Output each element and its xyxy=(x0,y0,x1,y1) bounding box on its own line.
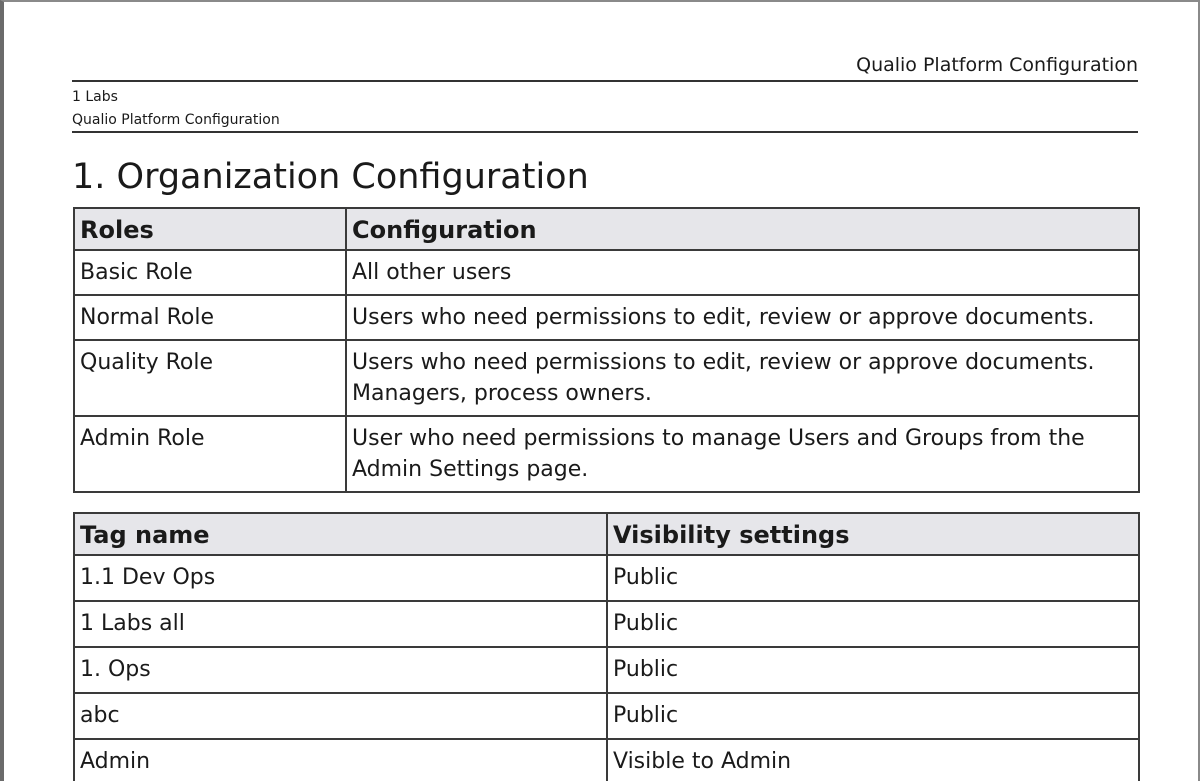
tag-name-cell: 1. Ops xyxy=(74,647,607,693)
roles-table xyxy=(73,207,1140,493)
role-configuration-cell: Users who need permissions to edit, review or approve documents. xyxy=(346,295,1139,340)
role-configuration-cell: User who need permissions to manage Users and Groups from the Admin Settings page. xyxy=(346,416,1139,492)
role-name-cell: Normal Role xyxy=(74,295,346,340)
tag-name-cell: Admin xyxy=(74,739,607,781)
running-header: Qualio Platform Configuration xyxy=(72,52,1138,82)
table-row xyxy=(74,295,1139,340)
visibility-cell: Visible to Admin xyxy=(607,739,1139,781)
visibility-cell: Public xyxy=(607,647,1139,693)
tag-name-cell: abc xyxy=(74,693,607,739)
column-header-tag-name: Tag name xyxy=(74,513,607,555)
role-name-cell: Basic Role xyxy=(74,250,346,295)
table-row xyxy=(74,250,1139,295)
visibility-cell: Public xyxy=(607,601,1139,647)
role-name-cell: Admin Role xyxy=(74,416,346,492)
visibility-cell: Public xyxy=(607,693,1139,739)
column-header-roles: Roles xyxy=(74,208,346,250)
role-name-cell: Quality Role xyxy=(74,340,346,416)
role-configuration-cell: Users who need permissions to edit, review or approve documents. Managers, process owners. xyxy=(346,340,1139,416)
table-header-row xyxy=(74,513,1139,555)
tag-name-cell: 1.1 Dev Ops xyxy=(74,555,607,601)
table-row xyxy=(74,647,1139,693)
document-meta xyxy=(72,86,1138,133)
section-title: 1. Organization Configuration xyxy=(72,157,589,197)
table-row xyxy=(74,555,1139,601)
table-row xyxy=(74,340,1139,416)
table-header-row xyxy=(74,208,1139,250)
table-row xyxy=(74,416,1139,492)
column-header-configuration: Configuration xyxy=(346,208,1139,250)
visibility-cell: Public xyxy=(607,555,1139,601)
column-header-visibility-settings: Visibility settings xyxy=(607,513,1139,555)
table-row xyxy=(74,693,1139,739)
tag-name-cell: 1 Labs all xyxy=(74,601,607,647)
table-row xyxy=(74,601,1139,647)
table-row xyxy=(74,739,1139,781)
company-name: 1 Labs xyxy=(72,89,118,105)
role-configuration-cell: All other users xyxy=(346,250,1139,295)
tags-table xyxy=(73,512,1140,781)
document-title: Qualio Platform Configuration xyxy=(72,112,280,128)
